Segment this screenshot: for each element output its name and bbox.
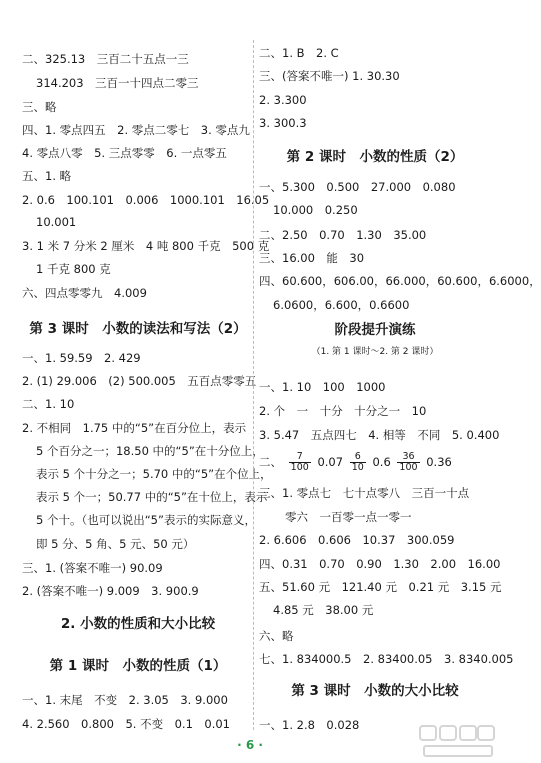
answer-line: 2. 6.606 0.606 10.37 300.059 bbox=[259, 533, 455, 547]
answer-line: 4. 2.560 0.800 5. 不变 0.1 0.01 bbox=[22, 717, 230, 731]
answer-line: 3. 5.47 五点四七 4. 相等 不同 5. 0.400 bbox=[259, 428, 500, 442]
answer-line: 表示 5 个一；50.77 中的“5”在十位上，表示 bbox=[36, 490, 268, 504]
fraction-denominator: 100 bbox=[399, 462, 418, 473]
section-subtitle: （1. 第 1 课时～2. 第 2 课时） bbox=[311, 347, 439, 357]
answer-line: 二、1. B 2. C bbox=[259, 46, 339, 60]
answer-line: 二、1. 10 bbox=[22, 397, 75, 411]
decimal-value: 0.6 bbox=[372, 455, 391, 469]
fraction-numerator: 7 bbox=[289, 452, 311, 463]
answer-line: 一、1. 2.8 0.028 bbox=[259, 718, 360, 732]
answer-line: 二、325.13 三百二十五点一三 bbox=[22, 52, 189, 66]
answer-line: 一、1. 10 100 1000 bbox=[259, 380, 386, 394]
answer-line: 2. 3.300 bbox=[259, 93, 307, 107]
fraction bbox=[350, 452, 366, 473]
answer-line: 4. 零点八零 5. 三点零零 6. 一点零五 bbox=[22, 146, 227, 160]
answer-line: 三、1. (答案不唯一) 90.09 bbox=[22, 561, 163, 575]
answer-line: 2. 不相同 1.75 中的“5”在百分位上，表示 bbox=[22, 421, 247, 435]
answer-line: 即 5 分、5 角、5 元、50 元） bbox=[36, 537, 195, 551]
answer-line: 三、(答案不唯一) 1. 30.30 bbox=[259, 69, 400, 83]
answer-line: 10.001 bbox=[36, 215, 77, 229]
answer-line: 4.85 元 38.00 元 bbox=[273, 603, 374, 617]
answer-line: 三、1. 零点七 七十点零八 三百一十点 bbox=[259, 486, 470, 500]
answer-line: 一、5.300 0.500 27.000 0.080 bbox=[259, 180, 456, 194]
section-heading: 第 3 课时 小数的大小比较 bbox=[291, 683, 459, 699]
fraction-denominator: 100 bbox=[290, 462, 309, 473]
answer-line: 四、60.600，606.00，66.000，60.600，6.6000， bbox=[259, 274, 541, 288]
answer-line: 二、2.50 0.70 1.30 35.00 bbox=[259, 228, 427, 242]
answer-line: 五、51.60 元 121.40 元 0.21 元 3.15 元 bbox=[259, 580, 502, 594]
column-divider bbox=[253, 40, 254, 730]
fraction bbox=[289, 452, 311, 473]
chapter-heading: 2. 小数的性质和大小比较 bbox=[60, 616, 216, 632]
section-heading: 第 3 课时 小数的读法和写法（2） bbox=[29, 321, 247, 337]
answer-line: 四、0.31 0.70 0.90 1.30 2.00 16.00 bbox=[259, 557, 501, 571]
answer-line: 七、1. 834000.5 2. 83400.05 3. 8340.005 bbox=[259, 652, 514, 666]
answer-line: 2. (答案不唯一) 9.009 3. 900.9 bbox=[22, 584, 199, 598]
answer-line: 2. (1) 29.006 (2) 500.005 五百点零零五 bbox=[22, 374, 257, 388]
answer-line: 六、四点零零九 4.009 bbox=[22, 286, 147, 300]
answer-line: 5 个十。（也可以说出“5”表示的实际意义， bbox=[36, 513, 256, 527]
decimal-value: 0.07 bbox=[317, 455, 344, 469]
answer-line: 3. 300.3 bbox=[259, 116, 307, 130]
section-heading: 第 2 课时 小数的性质（2） bbox=[286, 149, 464, 165]
fraction-numerator: 6 bbox=[350, 452, 366, 463]
answer-line: 零六 一百零一点一零一 bbox=[285, 510, 412, 524]
section-heading: 第 1 课时 小数的性质（1） bbox=[49, 658, 227, 674]
fraction-denominator: 10 bbox=[351, 462, 364, 473]
answer-line: 六、略 bbox=[259, 629, 294, 643]
decimal-value: 0.36 bbox=[426, 455, 452, 469]
answer-line: 2. 个 一 十分 十分之一 10 bbox=[259, 404, 427, 418]
fraction bbox=[397, 452, 419, 473]
page-number: · 6 · bbox=[237, 738, 263, 752]
answer-line: 314.203 三百一十四点二零三 bbox=[36, 76, 199, 90]
answer-line: 1 千克 800 克 bbox=[36, 262, 111, 276]
answer-line: 一、1. 59.59 2. 429 bbox=[22, 351, 141, 365]
answer-line: 一、1. 末尾 不变 2. 3.05 3. 9.000 bbox=[22, 693, 228, 707]
section-heading: 阶段提升演练 bbox=[334, 322, 416, 338]
fraction-numerator: 36 bbox=[397, 452, 419, 463]
answer-line: 表示 5 个十分之一；5.70 中的“5”在个位上， bbox=[36, 467, 272, 481]
answer-line: 10.000 0.250 bbox=[273, 203, 358, 217]
answer-line: 四、1. 零点四五 2. 零点二零七 3. 零点九 bbox=[22, 123, 250, 137]
fraction-answer-line bbox=[259, 450, 452, 474]
answer-line: 6.0600，6.600，0.6600 bbox=[273, 298, 410, 312]
item-number: 二、 bbox=[259, 455, 282, 469]
answer-line: 3. 1 米 7 分米 2 厘米 4 吨 800 千克 500 克 bbox=[22, 239, 270, 253]
answer-line: 五、1. 略 bbox=[22, 169, 72, 183]
answer-line: 三、略 bbox=[22, 100, 57, 114]
answer-line: 2. 0.6 100.101 0.006 1000.101 16.05 bbox=[22, 193, 270, 207]
watermark-logo-icon bbox=[418, 722, 496, 760]
answer-line: 5 个百分之一；18.50 中的“5”在十分位上， bbox=[36, 444, 264, 458]
answer-line: 三、16.00 能 30 bbox=[259, 251, 365, 265]
